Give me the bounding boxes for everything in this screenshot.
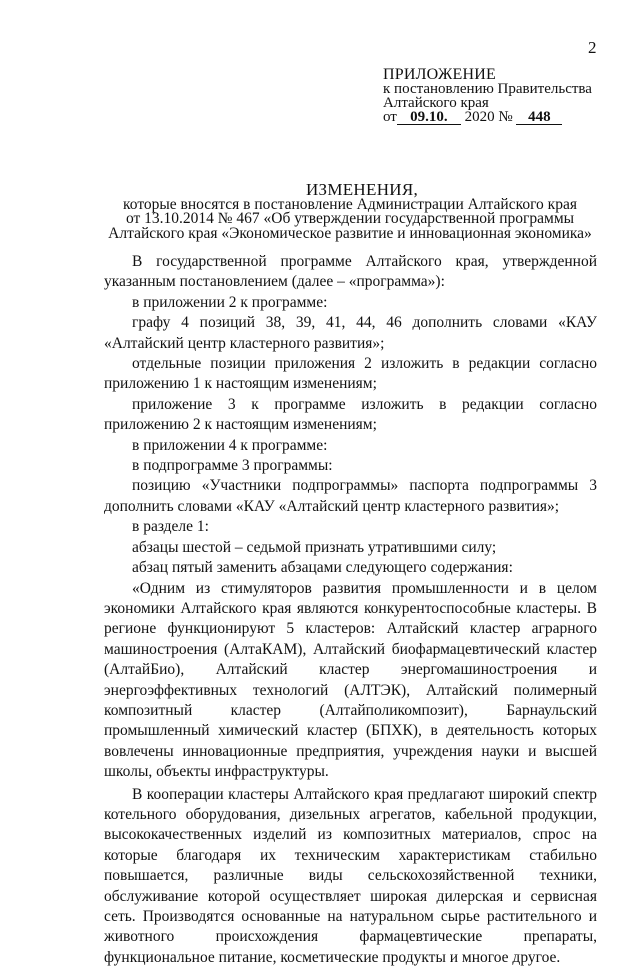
document-body bbox=[104, 252, 597, 968]
appendix-line-2: Алтайского края bbox=[383, 95, 489, 111]
document-number: 448 bbox=[516, 110, 562, 125]
document-heading bbox=[60, 180, 639, 242]
paragraph: приложение 3 к программе изложить в редакции согласно приложению 2 к настоящим изменениям; bbox=[104, 395, 597, 434]
paragraph: В кооперации кластеры Алтайского края предлагают широкий спектр котельного оборудования, дизельных агрегатов, кабельной продукции, высококачественных изделий из композитных материалов, спрос на которые благодаря их техническим характеристикам стабильно повышается, различные виды сельскохозяйственной техники, обслуживание которой осуществляет широкая дилерская и сервисная сеть. Производятся основанные на натуральном сырье растительного и животного происхождения фармацевтические препараты, функциональное питание, косметические продукты и многое другое. bbox=[104, 785, 597, 966]
date-prefix: от bbox=[383, 109, 397, 125]
paragraph: графу 4 позиций 38, 39, 41, 44, 46 дополнить словами «КАУ «Алтайский центр кластерного развития»; bbox=[104, 314, 597, 352]
appendix-title: ПРИЛОЖЕНИЕ bbox=[383, 66, 497, 83]
paragraph: абзацы шестой – седьмой признать утратившими силу; bbox=[132, 538, 497, 556]
heading-line-3: Алтайского края «Экономическое развитие и инновационная экономика» bbox=[108, 224, 592, 242]
paragraph: позицию «Участники подпрограммы» паспорта подпрограммы 3 дополнить словами «КАУ «Алтайский центр кластерного развития»; bbox=[104, 477, 597, 515]
paragraph: в подпрограмме 3 программы: bbox=[132, 457, 333, 475]
date-year: 2020 № bbox=[464, 109, 513, 125]
paragraph: абзац пятый заменить абзацами следующего содержания: bbox=[132, 559, 513, 577]
paragraph: в приложении 4 к программе: bbox=[132, 436, 328, 454]
appendix-block bbox=[383, 68, 623, 125]
heading-line-1: которые вносятся в постановление Администрации Алтайского края bbox=[123, 195, 577, 213]
heading-title: ИЗМЕНЕНИЯ, bbox=[305, 180, 419, 199]
paragraph: в разделе 1: bbox=[132, 518, 209, 536]
paragraph: в приложении 2 к программе: bbox=[132, 293, 328, 311]
paragraph: отдельные позиции приложения 2 изложить в редакции согласно приложению 1 к настоящим изменениям; bbox=[104, 355, 597, 393]
appendix-line-1: к постановлению Правительства bbox=[383, 81, 592, 97]
date-value: 09.10. bbox=[397, 110, 461, 125]
heading-line-2: от 13.10.2014 № 467 «Об утверждении государственной программы bbox=[125, 210, 575, 227]
paragraph: «Одним из стимуляторов развития промышленности и в целом экономики Алтайского края являются конкурентоспособные кластеры. В регионе функционируют 5 кластеров: Алтайский кластер аграрного машиностроения (АлтаКАМ), Алтайский биофармацевтический кластер (АлтайБио), Алтайский кластер энергомашиностроения и энергоэффективных технологий (АЛТЭК), Алтайский полимерный композитный кластер (Алтайполикомпозит), Барнаульский промышленный химический кластер (БПХК), в деятельность которых вовлечены инновационные предприятия, учреждения науки и высшей школы, объекты инфраструктуры. bbox=[104, 579, 597, 781]
paragraph: В государственной программе Алтайского края, утвержденной указанным постановлением (далее – «программа»): bbox=[104, 253, 597, 291]
appendix-date-line bbox=[383, 110, 623, 125]
page-number: 2 bbox=[588, 38, 597, 57]
